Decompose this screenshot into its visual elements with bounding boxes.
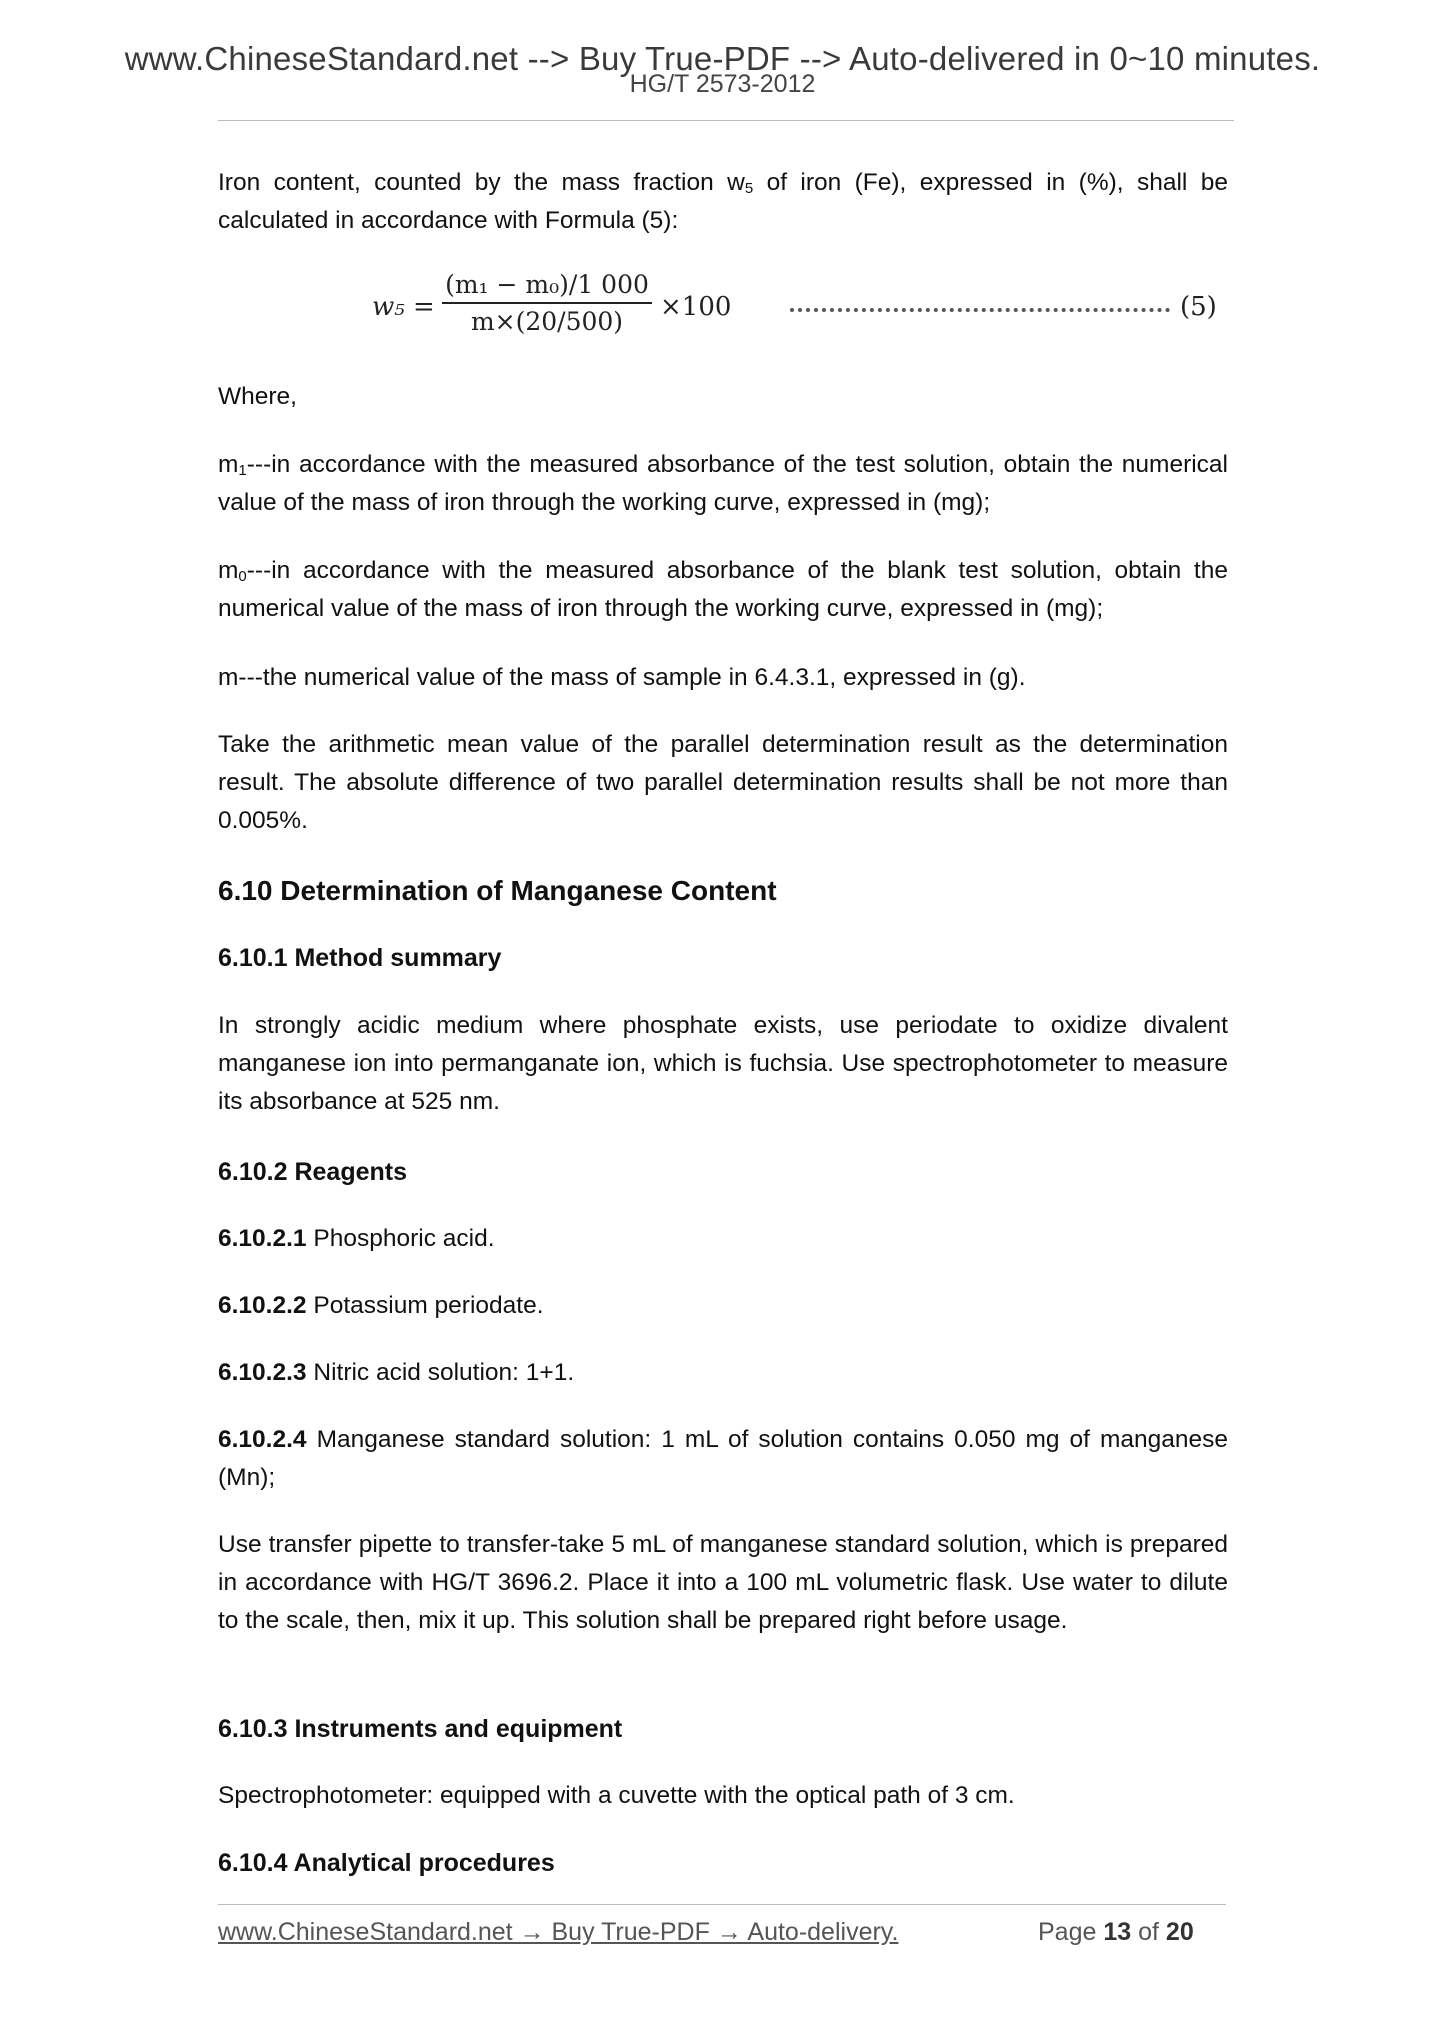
def-m1: $m_1---in$ accordance with the measured absorbance of the test solution, obtain the numerical value of the mass of iron through the working curve, expressed in (mg); — [218, 451, 1228, 516]
section-title-6-10: 6.10 Determination of Manganese Content — [218, 875, 777, 906]
formula-multiplier: ×100 — [660, 292, 732, 322]
reagent-3: 6.10.2.3 Nitric acid solution: 1+1. — [218, 1359, 575, 1386]
leader-dots — [790, 298, 1170, 312]
subsection-6-10-1: 6.10.1 Method summary — [218, 944, 502, 972]
document-id: HG/T 2573-2012 — [629, 70, 816, 98]
result-paragraph: Take the arithmetic mean value of the parallel determination result as the determination result. The absolute difference of two parallel determination results shall be not more than 0.005%. — [218, 731, 1228, 834]
formula-numerator: (m₁ − m₀)/1 000 — [445, 270, 649, 299]
intro-paragraph: Iron content, counted by the mass fraction $w_5$ of iron (Fe), expressed in (%), shall be calculated in accordance with Formula (5): — [218, 169, 1228, 234]
reagent-4: 6.10.2.4 Manganese standard solution: 1 mL of solution contains 0.050 mg of manganese (Mn); — [218, 1426, 1228, 1491]
formula-denominator: m×(20/500) — [470, 307, 624, 336]
formula-5 — [370, 270, 1230, 350]
def-m: m---the numerical value of the mass of sample in 6.4.3.1, expressed in (g). — [218, 664, 1026, 691]
subsection-6-10-3: 6.10.3 Instruments and equipment — [218, 1715, 623, 1743]
formula-fraction — [442, 270, 652, 336]
header-divider — [218, 120, 1234, 121]
subsection-6-10-4: 6.10.4 Analytical procedures — [218, 1849, 555, 1877]
instruments-text: Spectrophotometer: equipped with a cuvette with the optical path of 3 cm. — [218, 1782, 1015, 1809]
reagent-4-preparation: Use transfer pipette to transfer-take 5 mL of manganese standard solution, which is prepared in accordance with HG/T 3696.2. Place it into a 100 mL volumetric flask. Use water to dilute to the scale, then, mix it up. This solution shall be prepared right before usage. — [218, 1531, 1228, 1634]
def-m0: $m_0---in$ accordance with the measured absorbance of the blank test solution, obtain the numerical value of the mass of iron through the working curve, expressed in (mg); — [218, 557, 1228, 622]
subsection-6-10-2: 6.10.2 Reagents — [218, 1158, 407, 1186]
reagent-2: 6.10.2.2 Potassium periodate. — [218, 1292, 544, 1319]
site-banner: www.ChineseStandard.net --> Buy True-PDF --> Auto-delivered in 0~10 minutes. — [124, 40, 1321, 77]
page-indicator: Page 13 of 20 — [1038, 1918, 1194, 1946]
fraction-bar — [442, 302, 652, 304]
footer-divider — [218, 1904, 1226, 1905]
method-summary-text: In strongly acidic medium where phosphate exists, use periodate to oxidize divalent manganese ion into permanganate ion, which is fuchsia. Use spectrophotometer to measure its absorbance at 525 nm. — [218, 1012, 1228, 1115]
footer-link[interactable]: www.ChineseStandard.net → Buy True-PDF → Auto-delivery. — [218, 1918, 899, 1946]
where-label: Where, — [218, 383, 297, 410]
formula-number: (5) — [1180, 292, 1217, 322]
formula-lhs: w₅ = — [372, 292, 435, 322]
reagent-1: 6.10.2.1 Phosphoric acid. — [218, 1225, 495, 1252]
